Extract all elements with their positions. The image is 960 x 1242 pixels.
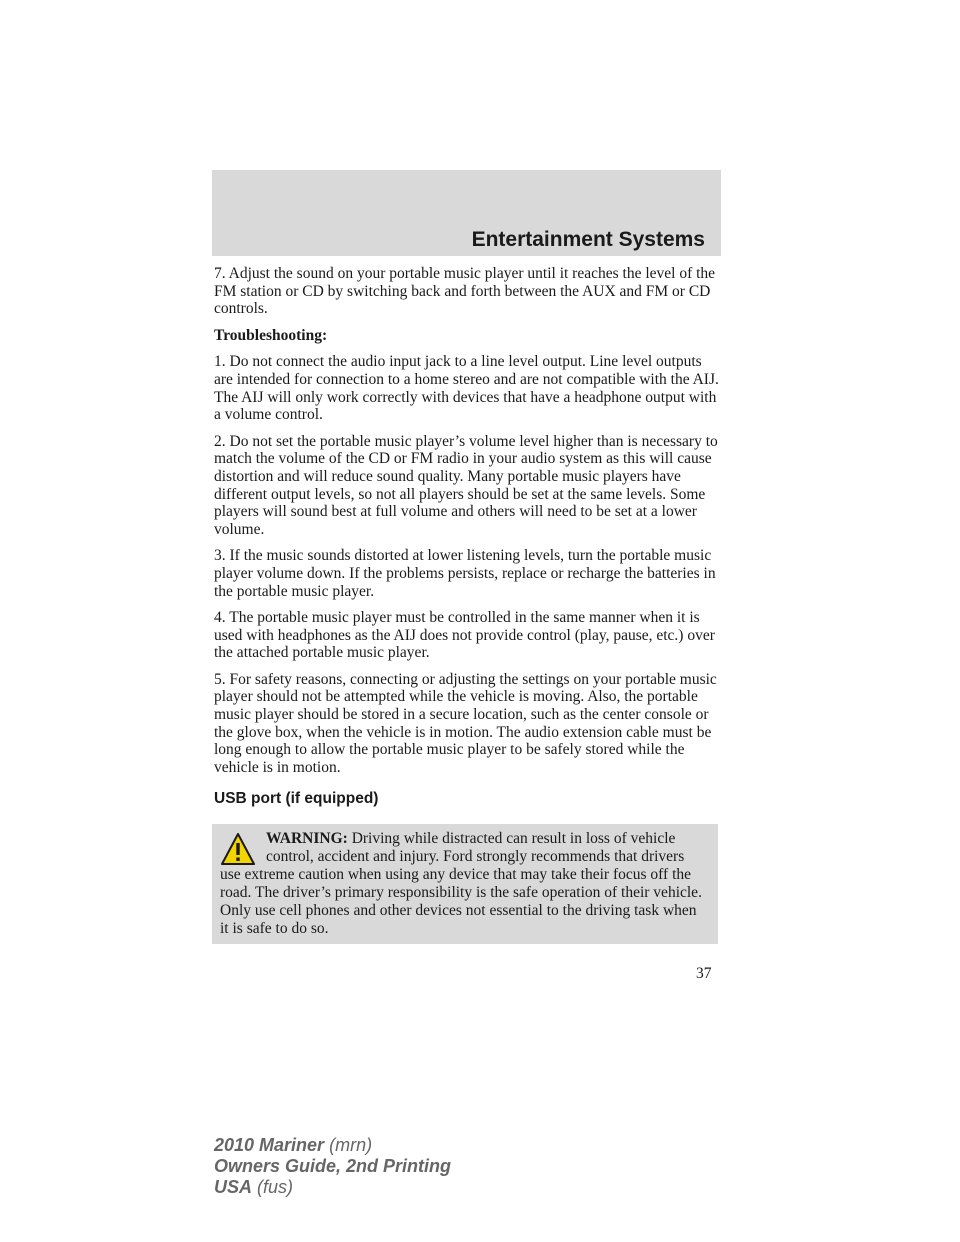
warning-box xyxy=(212,824,718,944)
paragraph-trouble-5: 5. For safety reasons, connecting or adjusting the settings on your portable music player should not be attempted while the vehicle is moving. Also, the portable music player should be stored in a secure location, such as the center console or the glove box, when the vehicle is in motion. The audio extension cable must be long enough to allow the portable music player to be safely stored while the vehicle is in motion. xyxy=(214,670,717,776)
footer-model-code: (mrn) xyxy=(329,1135,373,1155)
warning-text-block xyxy=(220,830,708,938)
page-content xyxy=(214,265,722,944)
footer-model-line xyxy=(214,1135,451,1156)
warning-label: WARNING: xyxy=(266,830,348,848)
paragraph-trouble-3: 3. If the music sounds distorted at lower listening levels, turn the portable music player volume down. If the problems persists, replace or recharge the batteries in the portable music player. xyxy=(214,547,716,600)
footer xyxy=(214,1135,451,1198)
troubleshooting-heading: Troubleshooting: xyxy=(214,326,328,344)
footer-region: USA xyxy=(214,1177,253,1197)
footer-region-line xyxy=(214,1177,451,1198)
footer-model: 2010 Mariner xyxy=(214,1135,325,1155)
paragraph-trouble-1: 1. Do not connect the audio input jack to a line level output. Line level outputs are intended for connection to a home stereo and are not compatible with the AIJ. The AIJ will only work correctly with devices that have a headphone output with a volume control. xyxy=(214,353,719,424)
usb-port-heading: USB port (if equipped) xyxy=(214,790,379,808)
paragraph-trouble-4: 4. The portable music player must be controlled in the same manner when it is used with headphones as the AIJ does not provide control (play, pause, etc.) over the attached portable music player. xyxy=(214,609,715,662)
section-title: Entertainment Systems xyxy=(471,228,705,251)
warning-triangle-icon xyxy=(220,832,256,866)
warning-body: Driving while distracted can result in loss of vehicle control, accident and injury. Ford strongly recommends that drivers use extreme caution when using any device that may take their focus off the road. The driver’s primary responsibility is the safe operation of their vehicle. Only use cell phones and other devices not essential to the driving task when it is safe to do so. xyxy=(220,830,702,938)
page-number: 37 xyxy=(696,965,712,982)
footer-region-code: (fus) xyxy=(257,1177,294,1197)
header-band xyxy=(212,170,721,256)
paragraph-trouble-2: 2. Do not set the portable music player’s volume level higher than is necessary to match the volume of the CD or FM radio in your audio system as this will cause distortion and will reduce sound quality. Many portable music players have different output levels, so not all players should be set at the same levels. Some players will sound best at full volume and others will need to be set at a lower volume. xyxy=(214,432,718,538)
paragraph-step-7: 7. Adjust the sound on your portable music player until it reaches the level of the FM station or CD by switching back and forth between the AUX and FM or CD controls. xyxy=(214,265,716,318)
footer-guide: Owners Guide, 2nd Printing xyxy=(214,1156,452,1176)
